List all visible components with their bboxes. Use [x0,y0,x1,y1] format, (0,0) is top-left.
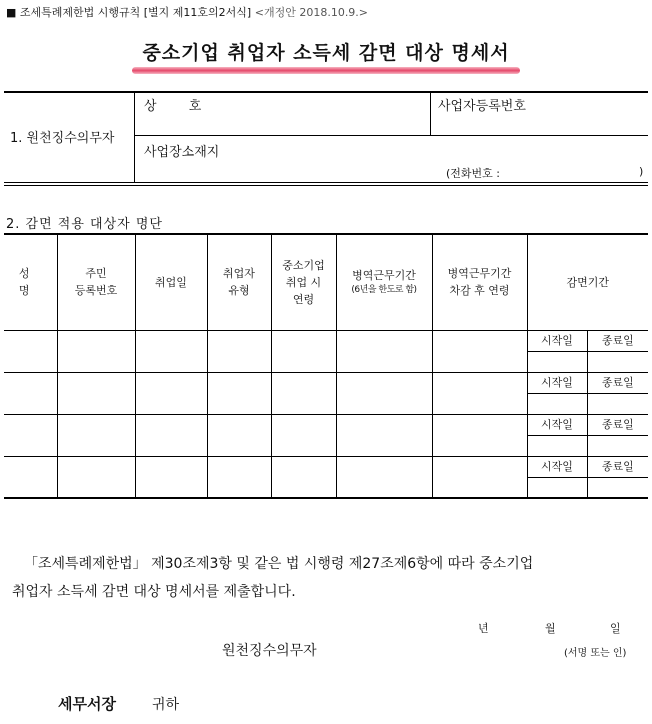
col-hire-age [271,234,336,330]
divider [4,182,648,183]
divider [134,91,135,182]
table-header [4,234,648,330]
business-name-field[interactable]: 상 호 [144,99,216,114]
col-hire-age-line3: 연령 [292,292,315,306]
business-address-field[interactable]: 사업장소재지 [144,145,220,160]
form-reference [6,4,368,20]
cell-net-age[interactable] [432,372,527,414]
end-date-label: 종료일 [587,456,648,477]
start-date-label: 시작일 [527,372,587,393]
table-row [4,330,648,351]
cell-end-date[interactable] [587,477,648,498]
divider [4,185,648,186]
table-row [4,414,648,435]
cell-end-date[interactable] [587,393,648,414]
cell-hire-age[interactable] [271,372,336,414]
col-military-line1: 병역근무기간 [352,268,416,282]
start-date-label: 시작일 [527,414,587,435]
cell-resident-no[interactable] [57,330,135,372]
title-highlight [132,67,519,74]
cell-hire-date[interactable] [135,372,207,414]
end-date-label: 종료일 [587,414,648,435]
tax-office-head: 세무서장 [58,695,116,713]
start-date-label: 시작일 [527,330,587,351]
col-employee-type-line2: 유형 [228,284,250,298]
date-month-label: 월 [545,622,556,635]
honorific: 귀하 [152,697,180,713]
date-day-label: 일 [610,622,621,635]
eligible-employee-table [4,233,648,499]
cell-name[interactable] [4,330,57,372]
declaration-statement [12,550,640,606]
col-net-age-line2: 차감 후 연령 [449,284,510,298]
col-military-period [336,234,432,330]
cell-employee-type[interactable] [207,330,271,372]
cell-hire-date[interactable] [135,330,207,372]
col-exemption-period-label: 감면기간 [566,275,610,289]
cell-hire-age[interactable] [271,456,336,498]
cell-start-date[interactable] [527,393,587,414]
cell-employee-type[interactable] [207,414,271,456]
cell-military-period[interactable] [336,414,432,456]
cell-military-period[interactable] [336,456,432,498]
cell-resident-no[interactable] [57,372,135,414]
cell-start-date[interactable] [527,351,587,372]
table-row [4,372,648,393]
cell-net-age[interactable] [432,414,527,456]
document-title [138,38,513,65]
cell-start-date[interactable] [527,477,587,498]
statement-line1: 「조세특례제한법」 제30조제3항 및 같은 법 시행령 제27조제6항에 따라 중소기업 [24,556,534,572]
col-resident-no [57,234,135,330]
cell-name[interactable] [4,414,57,456]
end-date-label: 종료일 [587,330,648,351]
cell-hire-date[interactable] [135,414,207,456]
registration-number-field[interactable]: 사업자등록번호 [438,99,526,114]
col-exemption-period [527,234,648,330]
start-date-label: 시작일 [527,456,587,477]
section2-label: 2. 감면 적용 대상자 명단 [6,217,163,232]
col-name [4,234,57,330]
col-military-line2: (6년을 한도로 함) [351,284,417,295]
col-hire-date [135,234,207,330]
cell-employee-type[interactable] [207,372,271,414]
statement-line2: 취업자 소득세 감면 대상 명세서를 제출합니다. [12,584,296,600]
cell-end-date[interactable] [587,435,648,456]
cell-net-age[interactable] [432,456,527,498]
divider [4,91,648,93]
cell-military-period[interactable] [336,372,432,414]
col-name-label: 성 명 [18,267,42,298]
col-net-age [432,234,527,330]
title-area [0,38,652,65]
table-row [4,456,648,477]
cell-name[interactable] [4,456,57,498]
signer-label: 원천징수의무자 [222,643,317,659]
col-hire-date-label: 취업일 [155,275,187,289]
cell-start-date[interactable] [527,435,587,456]
end-date-label: 종료일 [587,372,648,393]
cell-end-date[interactable] [587,351,648,372]
document-title-text: 중소기업 취업자 소득세 감면 대상 명세서 [142,42,510,64]
date-year-label: 년 [478,622,489,635]
withholding-agent-section [4,91,648,186]
cell-military-period[interactable] [336,330,432,372]
phone-number-field[interactable]: (전화번호 : [446,167,500,180]
col-resident-no-line1: 주민 [85,267,107,281]
cell-resident-no[interactable] [57,456,135,498]
col-hire-age-line2: 취업 시 [285,275,322,289]
signature-field[interactable]: (서명 또는 인) [564,648,627,659]
cell-hire-age[interactable] [271,414,336,456]
cell-net-age[interactable] [432,330,527,372]
cell-hire-date[interactable] [135,456,207,498]
phone-close-paren: ) [639,165,644,178]
col-employee-type-line1: 취업자 [223,267,255,281]
cell-name[interactable] [4,372,57,414]
law-reference: ■ 조세특례제한법 시행규칙 [별지 제11호의2서식] [6,6,252,19]
col-employee-type [207,234,271,330]
cell-hire-age[interactable] [271,330,336,372]
section1-label: 1. 원천징수의무자 [10,131,115,146]
col-hire-age-line1: 중소기업 [282,258,325,272]
col-net-age-line1: 병역근무기간 [447,267,512,281]
divider [134,135,648,136]
revision-date: <개정안 2018.10.9.> [254,6,369,19]
cell-resident-no[interactable] [57,414,135,456]
cell-employee-type[interactable] [207,456,271,498]
divider [430,91,431,135]
col-resident-no-line2: 등록번호 [74,284,118,298]
